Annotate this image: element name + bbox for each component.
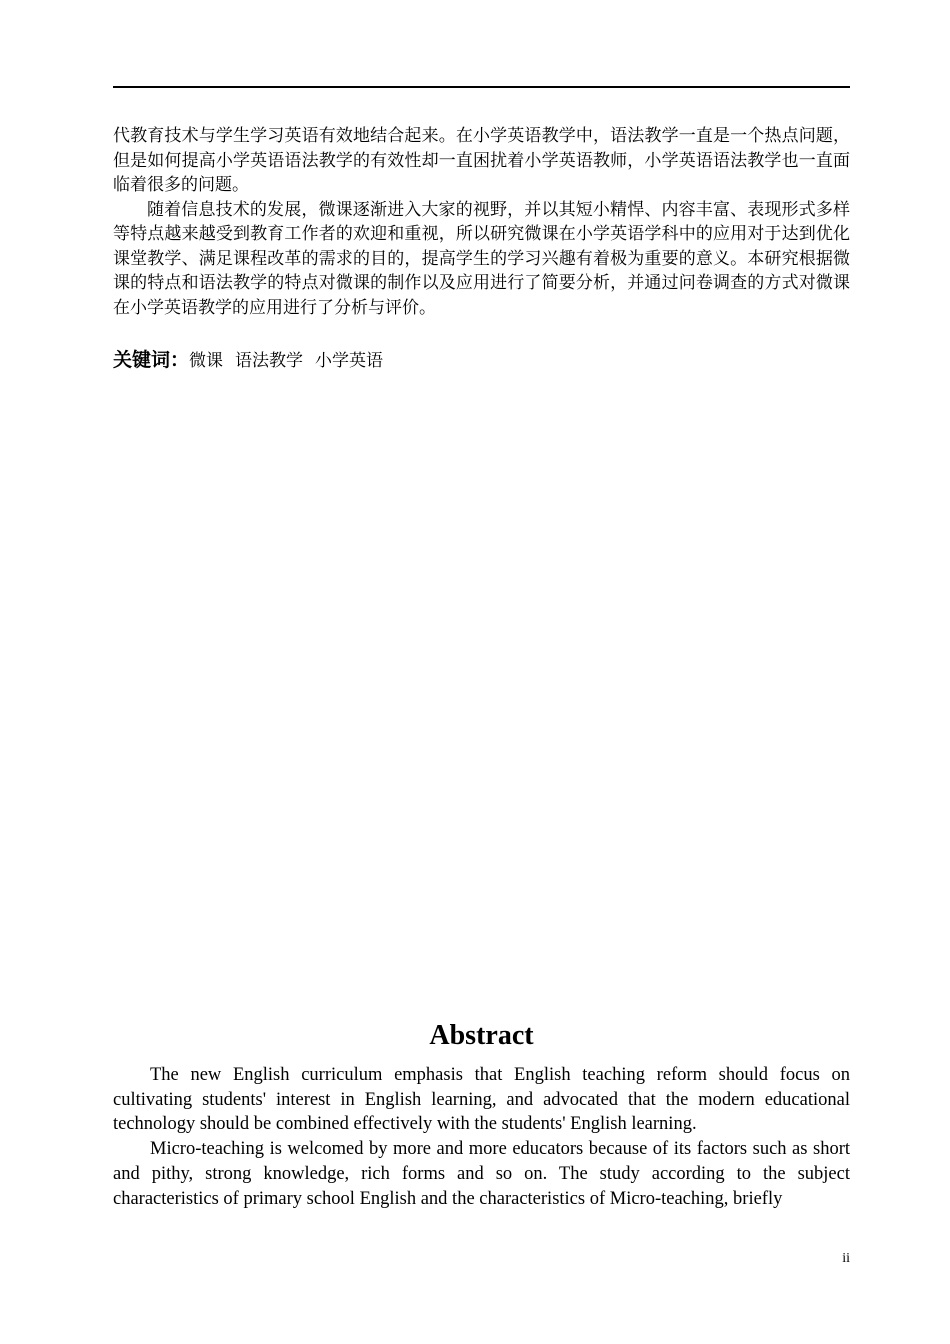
keyword-item: 小学英语: [315, 351, 384, 371]
header-rule: [113, 86, 850, 88]
page-number: ii: [842, 1251, 850, 1266]
chinese-paragraph: 代教育技术与学生学习英语有效地结合起来。在小学英语教学中，语法教学一直是一个热点问题，但是如何提高小学英语语法教学的有效性却一直困扰着小学英语教师，小学英语语法教学也一直面临着很多的问题。: [113, 126, 850, 195]
keyword-item: 语法教学: [235, 351, 304, 371]
english-abstract-body: [113, 1063, 850, 1211]
english-paragraph: Micro-teaching is welcomed by more and more educators because of its factors such as short and pithy, strong knowledge, rich forms and so on. The study according to the subject characteristics of primary school English and the characteristics of Micro-teaching, briefly: [113, 1139, 850, 1209]
keywords-line: [113, 347, 850, 374]
abstract-heading: Abstract: [429, 1020, 534, 1051]
english-paragraph: The new English curriculum emphasis that English teaching reform should focus on cultivating students' interest in English learning, and advocated that the modern educational technology should be combined effectively with the students' English learning.: [113, 1065, 850, 1135]
chinese-paragraph: 随着信息技术的发展，微课逐渐进入大家的视野，并以其短小精悍、内容丰富、表现形式多样等特点越来越受到教育工作者的欢迎和重视，所以研究微课在小学英语学科中的应用对于达到优化课堂教学、满足课程改革的需求的目的，提高学生的学习兴趣有着极为重要的意义。本研究根据微课的特点和语法教学的特点对微课的制作以及应用进行了简要分析，并通过问卷调查的方式对微课在小学英语教学的应用进行了分析与评价。: [113, 199, 850, 318]
keyword-item: 微课: [189, 351, 224, 371]
keywords-label: 关键词：: [113, 349, 190, 371]
chinese-abstract-body: [113, 124, 850, 320]
